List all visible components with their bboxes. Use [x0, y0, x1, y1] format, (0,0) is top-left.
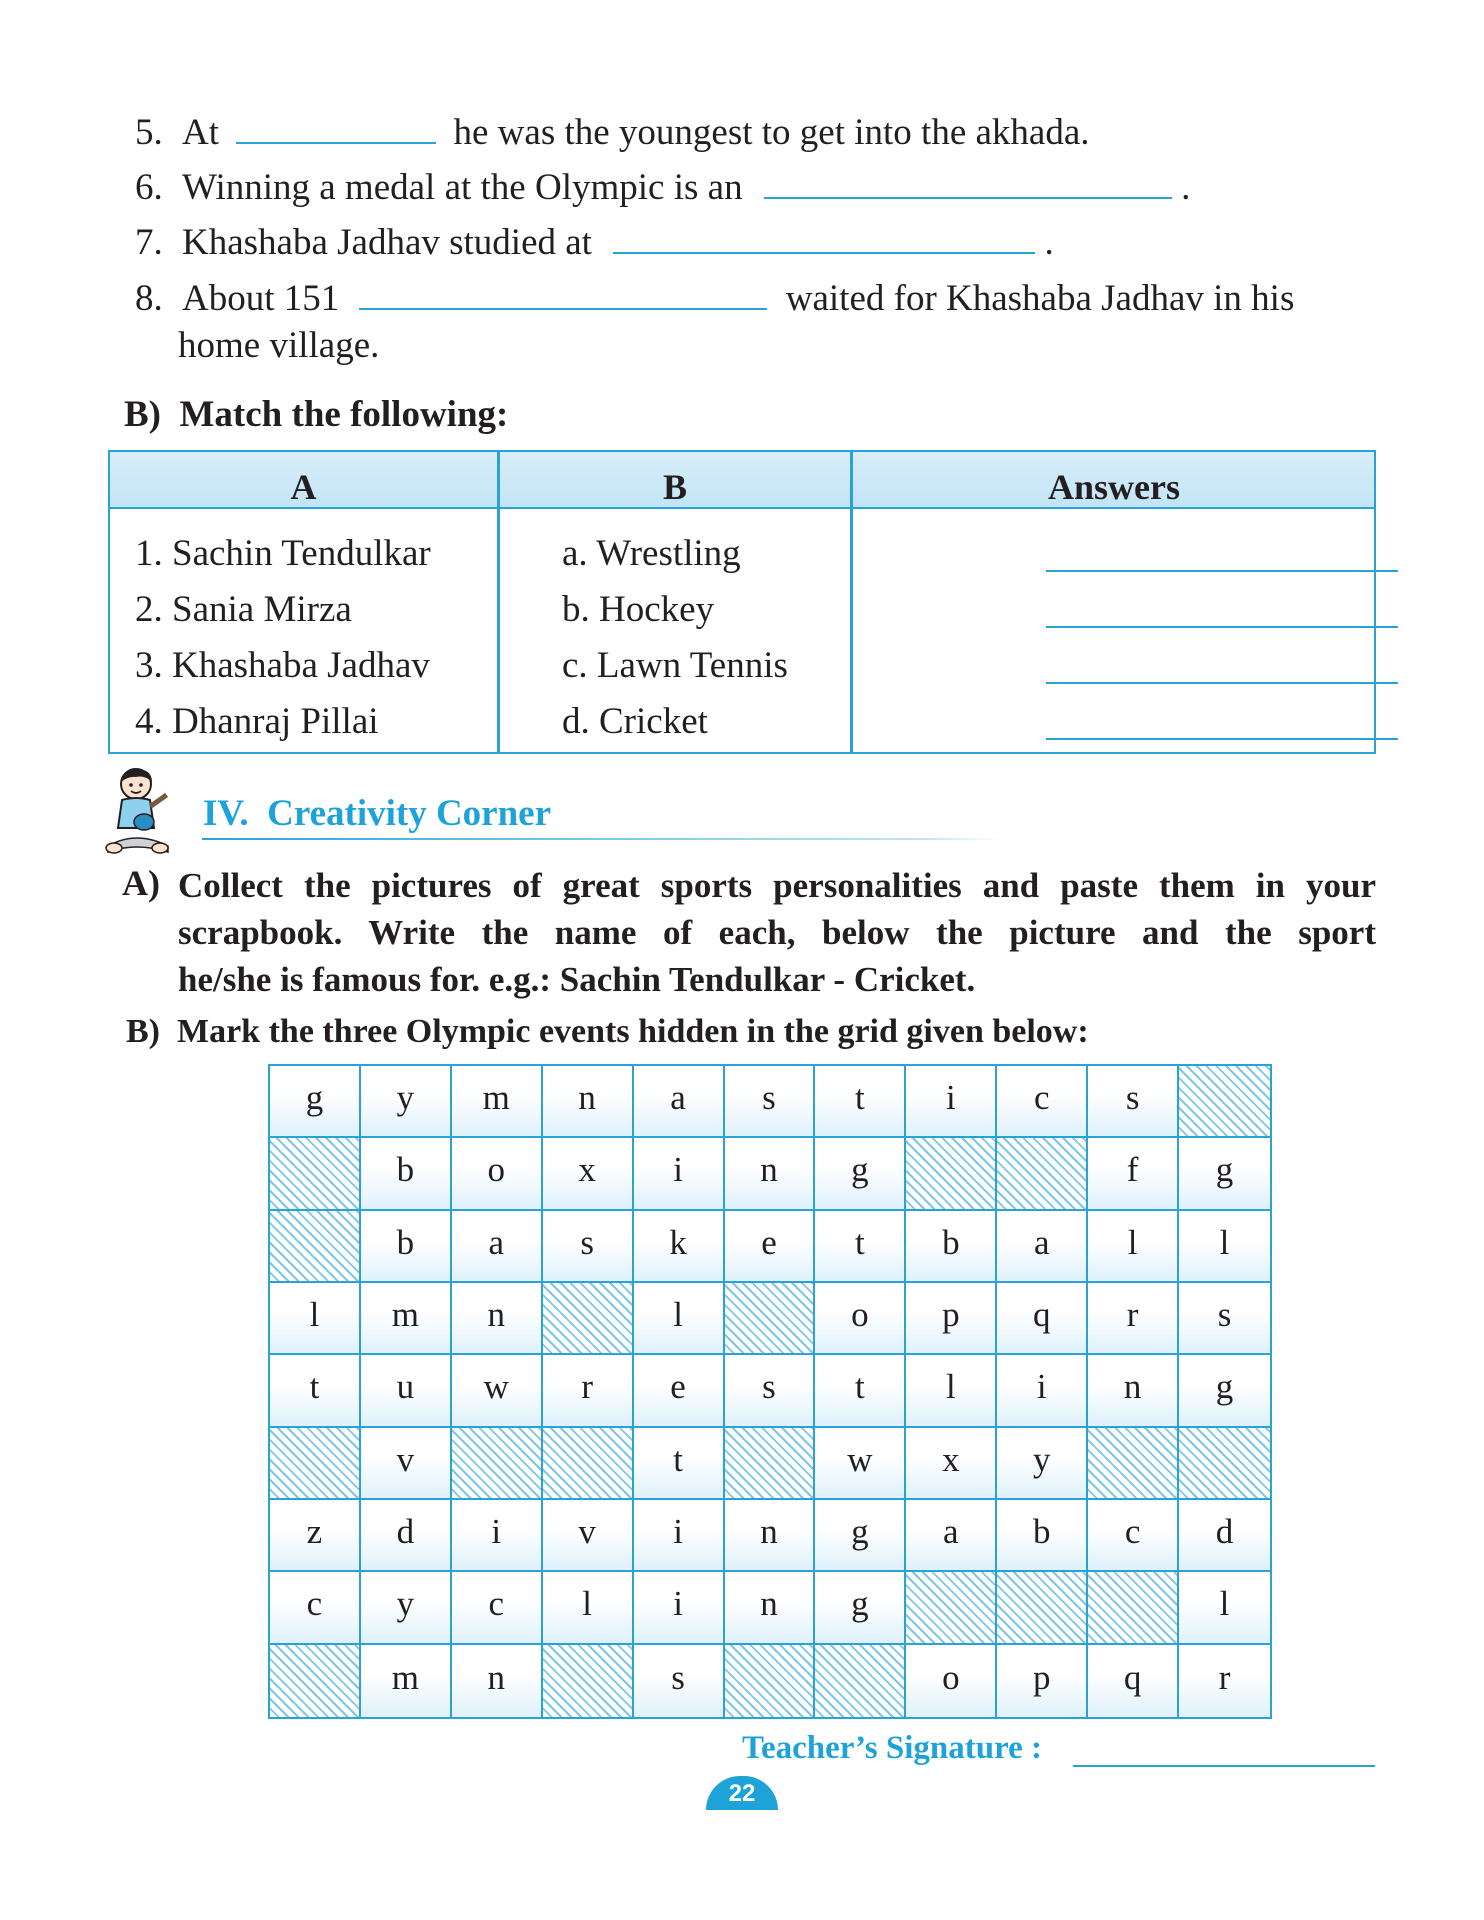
grid-letter-cell[interactable]: d: [1179, 1500, 1270, 1572]
grid-shaded-cell[interactable]: [815, 1645, 906, 1717]
col-b-item: c. Lawn Tennis: [562, 645, 788, 686]
grid-shaded-cell[interactable]: [997, 1138, 1088, 1210]
grid-letter-cell[interactable]: n: [725, 1138, 816, 1210]
question-number: 8.: [135, 278, 163, 319]
grid-letter-cell[interactable]: c: [270, 1572, 361, 1644]
grid-letter-cell[interactable]: e: [634, 1355, 725, 1427]
question-text: Khashaba Jadhav studied at: [182, 222, 592, 263]
col-a-item: 3. Khashaba Jadhav: [135, 645, 430, 686]
grid-letter-cell[interactable]: g: [815, 1500, 906, 1572]
grid-letter-cell[interactable]: s: [725, 1355, 816, 1427]
instruction-a-line: Collect the pictures of great sports personalities and paste them in your: [178, 866, 1376, 905]
question-text: About 151: [182, 278, 340, 319]
grid-letter-cell[interactable]: g: [270, 1066, 361, 1138]
grid-letter-cell[interactable]: b: [361, 1138, 452, 1210]
header-answers: Answers: [1048, 467, 1180, 507]
grid-letter-cell[interactable]: q: [997, 1283, 1088, 1355]
grid-letter-cell[interactable]: n: [1088, 1355, 1179, 1427]
grid-shaded-cell[interactable]: [270, 1645, 361, 1717]
grid-letter-cell[interactable]: c: [997, 1066, 1088, 1138]
instruction-a-line: he/she is famous for. e.g.: Sachin Tendulkar - Cricket.: [178, 960, 976, 999]
question-text: waited for Khashaba Jadhav in his: [785, 278, 1295, 319]
grid-letter-cell[interactable]: x: [906, 1428, 997, 1500]
grid-letter-cell[interactable]: o: [452, 1138, 543, 1210]
question-6: [135, 169, 1190, 206]
grid-letter-cell[interactable]: t: [815, 1355, 906, 1427]
grid-shaded-cell[interactable]: [543, 1283, 634, 1355]
grid-letter-cell[interactable]: i: [634, 1500, 725, 1572]
grid-shaded-cell[interactable]: [543, 1645, 634, 1717]
grid-letter-cell[interactable]: a: [997, 1211, 1088, 1283]
grid-letter-cell[interactable]: m: [361, 1283, 452, 1355]
grid-letter-cell[interactable]: l: [270, 1283, 361, 1355]
grid-shaded-cell[interactable]: [906, 1572, 997, 1644]
grid-letter-cell[interactable]: b: [906, 1211, 997, 1283]
grid-letter-cell[interactable]: l: [1179, 1211, 1270, 1283]
col-b-item: b. Hockey: [562, 589, 715, 630]
grid-letter-cell[interactable]: y: [361, 1066, 452, 1138]
col-a-item: 4. Dhanraj Pillai: [135, 701, 379, 742]
grid-letter-cell[interactable]: o: [906, 1645, 997, 1717]
answer-line[interactable]: [1046, 570, 1398, 572]
question-number: 5.: [135, 112, 163, 153]
grid-letter-cell[interactable]: l: [1088, 1211, 1179, 1283]
title-underline: [202, 838, 1002, 840]
answer-line[interactable]: [1046, 626, 1398, 628]
grid-letter-cell[interactable]: w: [815, 1428, 906, 1500]
teacher-signature-label: Teacher’s Signature :: [742, 1730, 1043, 1766]
grid-letter-cell[interactable]: u: [361, 1355, 452, 1427]
answer-blank[interactable]: [764, 197, 1172, 199]
grid-shaded-cell[interactable]: [725, 1428, 816, 1500]
grid-letter-cell[interactable]: w: [452, 1355, 543, 1427]
grid-letter-cell[interactable]: s: [543, 1211, 634, 1283]
question-number: 6.: [135, 167, 163, 208]
grid-letter-cell[interactable]: f: [1088, 1138, 1179, 1210]
grid-letter-cell[interactable]: r: [1179, 1645, 1270, 1717]
grid-letter-cell[interactable]: t: [270, 1355, 361, 1427]
grid-letter-cell[interactable]: n: [725, 1572, 816, 1644]
grid-shaded-cell[interactable]: [543, 1428, 634, 1500]
col-a-item: 2. Sania Mirza: [135, 589, 352, 630]
grid-letter-cell[interactable]: a: [906, 1500, 997, 1572]
grid-letter-cell[interactable]: n: [452, 1283, 543, 1355]
match-table: [108, 450, 1376, 754]
question-text: Winning a medal at the Olympic is an: [182, 167, 743, 208]
grid-letter-cell[interactable]: t: [815, 1211, 906, 1283]
grid-letter-cell[interactable]: l: [906, 1355, 997, 1427]
grid-letter-cell[interactable]: l: [634, 1283, 725, 1355]
grid-letter-cell[interactable]: l: [543, 1572, 634, 1644]
creativity-corner-title: IV. Creativity Corner: [203, 793, 552, 834]
question-text: he was the youngest to get into the akhada.: [453, 112, 1090, 153]
boy-with-guitar-illustration: [100, 766, 176, 858]
grid-shaded-cell[interactable]: [1088, 1428, 1179, 1500]
grid-letter-cell[interactable]: g: [1179, 1138, 1270, 1210]
match-section-title: B) Match the following:: [124, 394, 509, 435]
grid-letter-cell[interactable]: n: [452, 1645, 543, 1717]
grid-shaded-cell[interactable]: [270, 1428, 361, 1500]
header-a: A: [290, 467, 317, 507]
question-8: [135, 280, 1294, 317]
signature-line[interactable]: [1073, 1765, 1375, 1767]
grid-letter-cell[interactable]: p: [906, 1283, 997, 1355]
page-number: 22: [728, 1780, 756, 1807]
grid-letter-cell[interactable]: r: [1088, 1283, 1179, 1355]
question-8-continued: home village.: [178, 325, 380, 366]
grid-letter-cell[interactable]: p: [997, 1645, 1088, 1717]
grid-shaded-cell[interactable]: [725, 1645, 816, 1717]
grid-letter-cell[interactable]: n: [543, 1066, 634, 1138]
question-5: [135, 114, 1090, 151]
grid-letter-cell[interactable]: c: [452, 1572, 543, 1644]
grid-letter-cell[interactable]: s: [725, 1066, 816, 1138]
grid-letter-cell[interactable]: t: [634, 1428, 725, 1500]
instruction-b: B) Mark the three Olympic events hidden in the grid given below:: [126, 1013, 1089, 1050]
header-b: B: [662, 467, 687, 507]
grid-letter-cell[interactable]: a: [452, 1211, 543, 1283]
answer-blank[interactable]: [613, 252, 1035, 254]
grid-letter-cell[interactable]: y: [361, 1572, 452, 1644]
grid-letter-cell[interactable]: i: [906, 1066, 997, 1138]
grid-letter-cell[interactable]: g: [1179, 1355, 1270, 1427]
grid-letter-cell[interactable]: m: [452, 1066, 543, 1138]
grid-shaded-cell[interactable]: [906, 1138, 997, 1210]
col-b-item: d. Cricket: [562, 701, 708, 742]
grid-letter-cell[interactable]: n: [725, 1500, 816, 1572]
question-text: .: [1181, 167, 1191, 208]
question-text: At: [182, 112, 219, 153]
grid-letter-cell[interactable]: v: [543, 1500, 634, 1572]
grid-letter-cell[interactable]: t: [815, 1066, 906, 1138]
grid-letter-cell[interactable]: i: [634, 1572, 725, 1644]
grid-shaded-cell[interactable]: [1088, 1572, 1179, 1644]
answer-blank[interactable]: [236, 142, 436, 144]
grid-letter-cell[interactable]: o: [815, 1283, 906, 1355]
col-b-item: a. Wrestling: [562, 533, 741, 574]
grid-shaded-cell[interactable]: [270, 1211, 361, 1283]
grid-shaded-cell[interactable]: [725, 1283, 816, 1355]
grid-letter-cell[interactable]: i: [634, 1138, 725, 1210]
answer-line[interactable]: [1046, 738, 1398, 740]
grid-letter-cell[interactable]: b: [997, 1500, 1088, 1572]
answer-blank[interactable]: [359, 308, 767, 310]
grid-letter-cell[interactable]: x: [543, 1138, 634, 1210]
grid-shaded-cell[interactable]: [270, 1138, 361, 1210]
grid-letter-cell[interactable]: c: [1088, 1500, 1179, 1572]
grid-letter-cell[interactable]: b: [361, 1211, 452, 1283]
grid-letter-cell[interactable]: r: [543, 1355, 634, 1427]
grid-letter-cell[interactable]: a: [634, 1066, 725, 1138]
grid-letter-cell[interactable]: i: [452, 1500, 543, 1572]
grid-letter-cell[interactable]: s: [1088, 1066, 1179, 1138]
word-search-grid: [268, 1064, 1272, 1719]
grid-letter-cell[interactable]: l: [1179, 1572, 1270, 1644]
grid-shaded-cell[interactable]: [1179, 1066, 1270, 1138]
grid-letter-cell[interactable]: d: [361, 1500, 452, 1572]
grid-letter-cell[interactable]: z: [270, 1500, 361, 1572]
grid-letter-cell[interactable]: v: [361, 1428, 452, 1500]
grid-letter-cell[interactable]: e: [725, 1211, 816, 1283]
grid-letter-cell[interactable]: i: [997, 1355, 1088, 1427]
grid-letter-cell[interactable]: s: [1179, 1283, 1270, 1355]
grid-shaded-cell[interactable]: [997, 1572, 1088, 1644]
question-number: 7.: [135, 222, 163, 263]
instruction-a-label: A): [122, 863, 160, 903]
grid-letter-cell[interactable]: g: [815, 1138, 906, 1210]
answer-line[interactable]: [1046, 682, 1398, 684]
question-7: [135, 224, 1054, 261]
question-text: .: [1044, 222, 1054, 263]
instruction-a: [178, 862, 1376, 1003]
grid-letter-cell[interactable]: s: [634, 1645, 725, 1717]
grid-shaded-cell[interactable]: [452, 1428, 543, 1500]
grid-letter-cell[interactable]: y: [997, 1428, 1088, 1500]
grid-letter-cell[interactable]: q: [1088, 1645, 1179, 1717]
instruction-a-line: scrapbook. Write the name of each, below the picture and the sport: [178, 913, 1376, 952]
grid-shaded-cell[interactable]: [1179, 1428, 1270, 1500]
grid-letter-cell[interactable]: k: [634, 1211, 725, 1283]
grid-letter-cell[interactable]: m: [361, 1645, 452, 1717]
grid-letter-cell[interactable]: g: [815, 1572, 906, 1644]
col-a-item: 1. Sachin Tendulkar: [135, 533, 431, 574]
